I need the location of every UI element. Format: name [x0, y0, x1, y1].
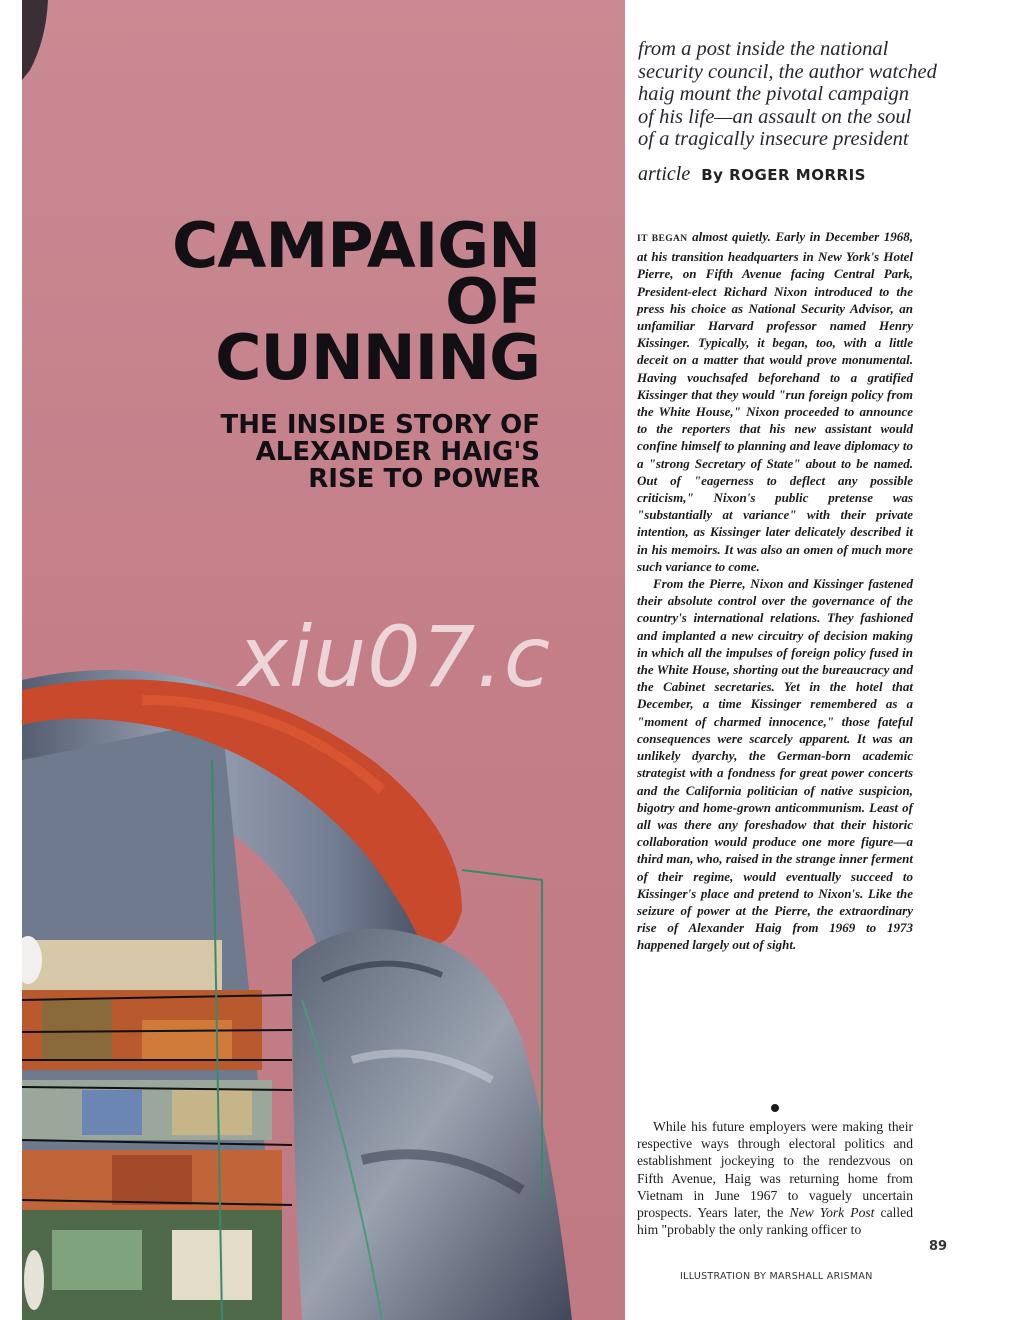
headline: [50, 209, 540, 394]
subhead-line-2: ALEXANDER HAIG'S: [255, 437, 540, 467]
watermark: xiu07.c: [238, 608, 552, 706]
subhead-line-1: THE INSIDE STORY OF: [220, 410, 540, 440]
page-margin: [997, 0, 1020, 1320]
deck: [638, 38, 938, 151]
article-body: [637, 228, 913, 954]
deck-line-1: from a post inside the national: [638, 38, 889, 60]
deck-line-4: of his life—an assault on the soul: [638, 105, 912, 128]
subhead: [80, 412, 540, 493]
section-break-bullet: [771, 1104, 779, 1112]
paragraph-2: From the Pierre, Nixon and Kissinger fastened their absolute control over the governance of the country's international relations. They fashioned and implanted a new circuitry of decision making in which all the impulses of foreign policy fused in the White House, shorting out the bureaucracy and the Cabinet secretaries. Yet in the hotel that December, a time Kissinger remembered as a "moment of charmed innocence," those fateful consequences were scarcely apparent. It was an unlikely dyarchy, the German-born academic strategist with a fondness for great power concerts and the California politician of native suspicion, bigotry and home-grown anticommunism. Least of all was there any foreshadow that their historic collaboration would produce one more figure—a third man, who, raised in the strange inner ferment of their regime, would eventually succeed to Kissinger's place and pretend to Nixon's. Like the seizure of power at the Pierre, the extraordinary rise of Alexander Haig from 1969 to 1973 happened largely out of sight.: [637, 576, 913, 953]
byline: [638, 163, 866, 186]
headline-line-3: CUNNING: [215, 321, 540, 394]
article-body-continued: [637, 1118, 913, 1238]
lead-in: IT BEGAN: [637, 234, 688, 244]
headline-line-1: CAMPAIGN: [172, 209, 540, 282]
deck-line-2: security council, the author watched: [638, 60, 937, 83]
paragraph-1-text: almost quietly. Early in December 1968, at his transition headquarters in New York's Hotel Pierre, on Fifth Avenue facing Central Park, President-elect Richard Nixon introduced to the press his choice as National Security Advisor, an unfamiliar Harvard professor named Henry Kissinger. Typically, it began, too, with a little deceit on a matter that would prove monumental. Having vouchsafed beforehand to a gratified Kissinger that they would "run foreign policy from the White House," Nixon proceeded to announce to the reporters that his new assistant would confine himself to planning and leave diplomacy to a "strong Secretary of State" about to be named. Out of "eagerness to deflect any possible criticism," Nixon's public pretense was "substantially at variance" with their private intention, as Kissinger later delicately described it in his memoirs. It was also an omen of much more such variance to come.: [637, 229, 913, 574]
deck-line-5: of a tragically insecure president: [638, 128, 909, 150]
publication-name: New York Post: [789, 1205, 875, 1221]
page-number: 89: [929, 1239, 948, 1254]
headline-line-2: OF: [445, 265, 540, 338]
illustration-credit: ILLUSTRATION BY MARSHALL ARISMAN: [680, 1271, 873, 1282]
deck-line-3: haig mount the pivotal campaign: [638, 83, 910, 105]
paragraph-3-text-a: While his future employers were making their respective ways through electoral politics and establishment jockeying to the rendezvous on Fifth Avenue, Haig was returning home from Vietnam in June 1967 to vaguely uncertain prospects. Years later, the: [637, 1119, 913, 1221]
byline-label: article: [638, 163, 691, 185]
paragraph-3: [637, 1118, 913, 1238]
paragraph-3-text-b: called him "probably the only ranking officer to: [637, 1205, 913, 1238]
subhead-line-3: RISE TO POWER: [308, 464, 540, 494]
byline-author: By ROGER MORRIS: [701, 166, 866, 184]
paragraph-1: [637, 228, 913, 575]
